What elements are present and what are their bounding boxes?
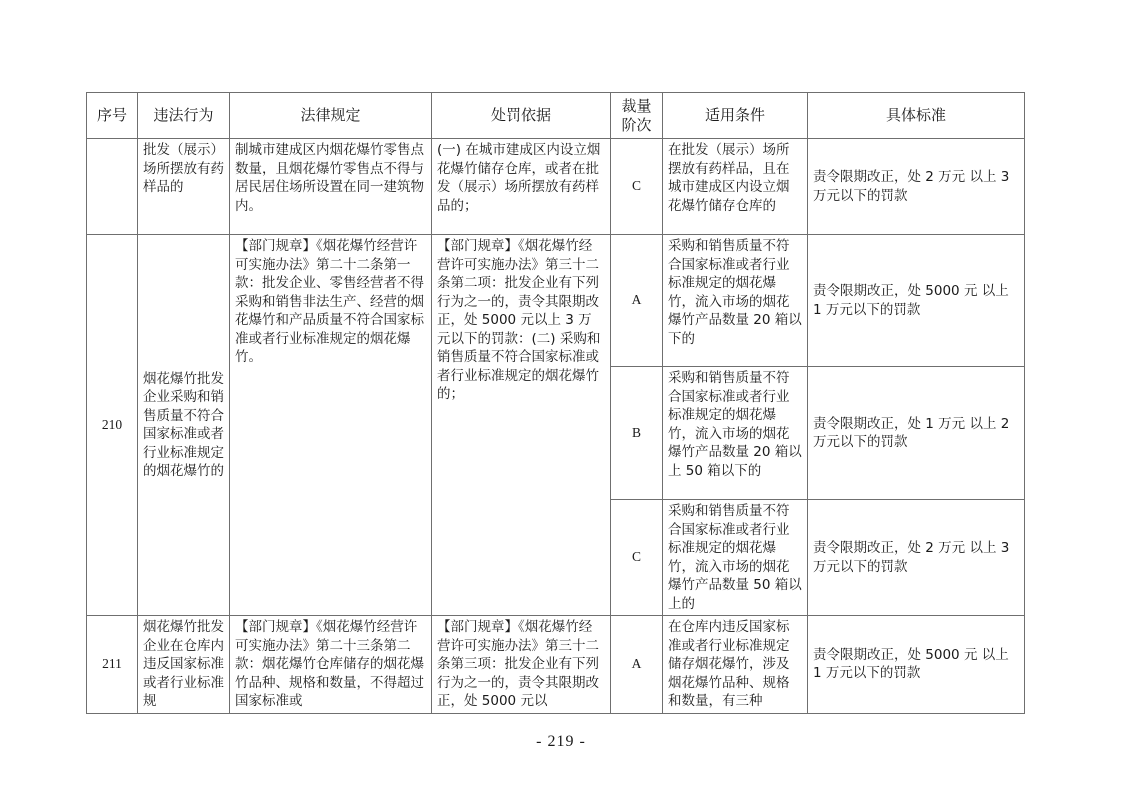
law-cell: 【部门规章】《烟花爆竹经营许可实施办法》第二十三条第二款：烟花爆竹仓库储存的烟花爆竹品种、规格和数量，不得超过国家标准或 <box>230 616 432 714</box>
standard-cell: 责令限期改正，处 1 万元 以上 2 万元以下的罚款 <box>808 367 1025 500</box>
tier-cell: C <box>611 139 663 235</box>
basis-cell: 【部门规章】《烟花爆竹经营许可实施办法》第三十二条第二项：批发企业有下列行为之一的，责令其限期改正，处 5000 元以上 3 万元以下的罚款：(二) 采购和销售质量不符合国家标准或者行业标准规定的烟花爆竹的； <box>432 235 611 616</box>
law-cell: 【部门规章】《烟花爆竹经营许可实施办法》第二十二条第一款：批发企业、零售经营者不得采购和销售非法生产、经营的烟花爆竹和产品质量不符合国家标准或者行业标准规定的烟花爆竹。 <box>230 235 432 616</box>
header-standard: 具体标准 <box>808 93 1025 139</box>
tier-cell: C <box>611 500 663 616</box>
table-row <box>87 139 1025 235</box>
law-cell: 制城市建成区内烟花爆竹零售点数量，且烟花爆竹零售点不得与居民居住场所设置在同一建筑物内。 <box>230 139 432 235</box>
condition-cell: 采购和销售质量不符合国家标准或者行业标准规定的烟花爆竹，流入市场的烟花爆竹产品数量 50 箱以上的 <box>663 500 808 616</box>
condition-cell: 在仓库内违反国家标准或者行业标准规定储存烟花爆竹，涉及烟花爆竹品种、规格和数量，有三种 <box>663 616 808 714</box>
row-number-cell: 211 <box>87 616 138 714</box>
tier-cell: A <box>611 616 663 714</box>
basis-cell: 【部门规章】《烟花爆竹经营许可实施办法》第三十二条第三项：批发企业有下列行为之一的，责令其限期改正，处 5000 元以 <box>432 616 611 714</box>
row-number-cell <box>87 139 138 235</box>
header-row <box>87 93 1025 139</box>
standard-cell: 责令限期改正，处 5000 元 以上 1 万元以下的罚款 <box>808 235 1025 367</box>
header-condition: 适用条件 <box>663 93 808 139</box>
page-number: - 219 - <box>536 733 586 750</box>
table-row <box>87 616 1025 714</box>
basis-cell: (一) 在城市建成区内设立烟花爆竹储存仓库，或者在批发（展示）场所摆放有药样品的； <box>432 139 611 235</box>
violation-cell: 批发（展示）场所摆放有药样品的 <box>138 139 230 235</box>
header-behavior: 违法行为 <box>138 93 230 139</box>
standard-cell: 责令限期改正，处 2 万元 以上 3 万元以下的罚款 <box>808 500 1025 616</box>
violation-cell: 烟花爆竹批发企业采购和销售质量不符合国家标准或者行业标准规定的烟花爆竹的 <box>138 235 230 616</box>
header-number: 序号 <box>87 93 138 139</box>
standard-cell: 责令限期改正，处 5000 元 以上 1 万元以下的罚款 <box>808 616 1025 714</box>
standard-cell: 责令限期改正，处 2 万元 以上 3 万元以下的罚款 <box>808 139 1025 235</box>
condition-cell: 在批发（展示）场所摆放有药样品，且在城市建成区内设立烟花爆竹储存仓库的 <box>663 139 808 235</box>
violation-cell: 烟花爆竹批发企业在仓库内违反国家标准或者行业标准规 <box>138 616 230 714</box>
row-number-cell: 210 <box>87 235 138 616</box>
header-law: 法律规定 <box>230 93 432 139</box>
tier-cell: B <box>611 367 663 500</box>
header-basis: 处罚依据 <box>432 93 611 139</box>
regulation-table <box>86 92 1025 714</box>
tier-cell: A <box>611 235 663 367</box>
condition-cell: 采购和销售质量不符合国家标准或者行业标准规定的烟花爆竹，流入市场的烟花爆竹产品数量 20 箱以下的 <box>663 235 808 367</box>
table-row <box>87 235 1025 367</box>
header-tier: 裁量 阶次 <box>611 93 663 139</box>
condition-cell: 采购和销售质量不符合国家标准或者行业标准规定的烟花爆竹，流入市场的烟花爆竹产品数量 20 箱以上 50 箱以下的 <box>663 367 808 500</box>
